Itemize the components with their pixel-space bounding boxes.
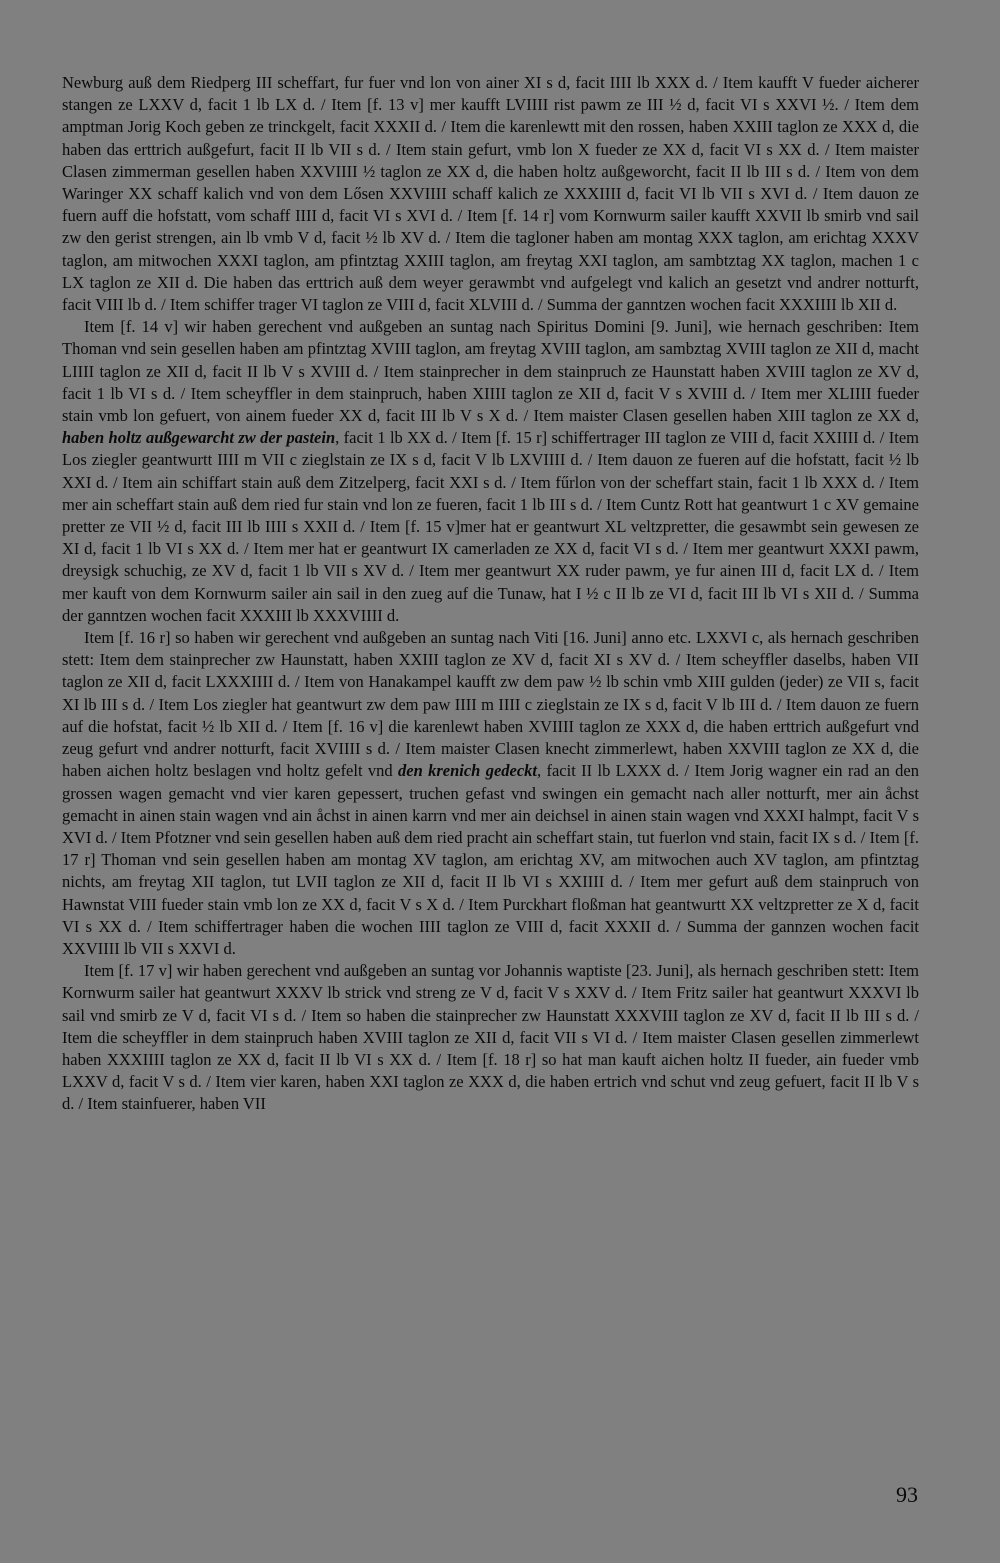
paragraph-1-text: Newburg auß dem Riedperg III scheffart, fur fuer vnd lon von ainer XI s d, facit IIII lb XXX d. / Item kaufft V fueder aicherer stangen ze LXXV d, facit 1 lb LX d. / Item [f. 13 v] mer kaufft LVIIII rist pawm ze III ½ d, facit VI s XXVI ½. / Item dem amptman Jorig Koch geben ze trinckgelt, facit XXXII d. / Item die karenlewtt mit den rossen, haben XXIII taglon ze XXX d, die haben das erttrich außgefurt, facit II lb VII s d. / Item stain gefurt, vmb lon X fueder ze XX d, facit VI s XX d. / Item maister Clasen zimmerman gesellen haben XXVIIII ½ taglon ze XX d, die haben holtz außgeworcht, facit II lb III s d. / Item von dem Waringer XX schaff kalich vnd von dem Lősen XXVIIII schaff kalich ze XXXIIII d, facit VI lb VII s XVI d. / Item dauon ze fuern auff die hofstatt, vom schaff IIII d, facit VI s XVI d. / Item [f. 14 r] vom Kornwurm sailer kaufft XXVII lb smirb vnd sail zw den gerist strengen, ain lb vmb V d, facit ½ lb XV d. / Item die tagloner haben am montag XXX taglon, am erichtag XXXV taglon, am mitwochen XXXI taglon, am pfintztag XXIII taglon, am freytag XXI taglon, am sambtztag XX taglon, machen 1 c LX taglon ze XII d. Die haben das erttrich auß dem weyer gerawmbt vnd aufgelegt vnd kalich an gesetzt vnd andrer notturft, facit VIII lb d. / Item schiffer trager VI taglon ze VIII d, facit XLVIII d. / Summa der ganntzen wochen facit XXXIIII lb XII d. bbox=[62, 73, 919, 315]
paragraph-2-text-a: Item [f. 14 v] wir haben gerechent vnd außgeben an suntag nach Spiritus Domini [9. Juni], wie hernach geschriben: Item Thoman vnd sein gesellen haben am pfintztag XVIII taglon, am freytag XVIII taglon, am sambztag XVIII taglon ze XII d, macht LIIII taglon ze XII d, facit II lb V s XVIII d. / Item stainprecher in dem stainpruch ze Haunstatt haben XVIII taglon ze XV d, facit 1 lb VI s d. / Item scheyffler in dem stainpruch, haben XIIII taglon ze XII d, facit V s XVIII d. / Item mer XLIIII fueder stain vmb lon gefuert, von ainem fueder XX d, facit III lb V s X d. / Item maister Clasen gesellen haben XIII taglon ze XX d, bbox=[62, 317, 919, 426]
page-number: 93 bbox=[896, 1482, 918, 1507]
paragraph-2-emphasis: haben holtz außgewarcht zw der pastein bbox=[62, 428, 336, 448]
paragraph-3 bbox=[62, 627, 919, 960]
paragraph-4 bbox=[62, 960, 919, 1115]
paragraph-3-emphasis: den krenich gedeckt bbox=[398, 761, 538, 781]
paragraph-3-text-b: , facit II lb LXXX d. / Item Jorig wagner ein rad an den grossen wagen gemacht vnd vier karen gepessert, truchen gefast vnd swingen ein gemacht nach aller notturft, mer ain åchst gemacht in ainen stain wagen vnd ain åchst in ainen karrn vnd mer ain deichsel in ainen stain wagen vnd XXXI halmpt, facit V s XVI d. / Item Pfotzner vnd sein gesellen haben auß dem ried pracht ain scheffart stain, tut fuerlon vnd stain, facit IX s d. / Item [f. 17 r] Thoman vnd sein gesellen haben am montag XV taglon, am erichtag XV, am mitwochen auch XV taglon, am pfintztag nichts, am freytag XII taglon, tut LVII taglon ze XII d, facit II lb VI s XXIIII d. / Item mer gefurt auß dem stainpruch von Hawnstat VIII fueder stain vmb lon ze XX d, facit V s X d. / Item Purckhart floßman hat geantwurtt XX veltzpretter ze X d, facit VI s XX d. / Item schiffertrager haben die wochen IIII taglon ze VIII d, facit XXXII d. / Summa der gannzen wochen facit XXVIIII lb VII s XXVI d. bbox=[62, 761, 919, 958]
paragraph-4-text: Item [f. 17 v] wir haben gerechent vnd außgeben an suntag vor Johannis waptiste [23. Juni], als hernach geschriben stett: Item Kornwurm sailer hat geantwurt XXXV lb strick vnd streng ze V d, facit V s XXV d. / Item Fritz sailer hat geantwurt XXXVI lb sail vnd smirb ze V d, facit VI s d. / Item so haben die stainprecher zw Haunstatt XXXVIII taglon ze XV d, facit II lb III s d. / Item die scheyffler in dem stainpruch haben XVIII taglon ze XII d, facit VII s VI d. / Item maister Clasen gesellen zimmerlewt haben XXXIIII taglon ze XX d, facit II lb VI s XX d. / Item [f. 18 r] so hat man kauft aichen holtz II fueder, ain fueder vmb LXXV d, facit V s d. / Item vier karen, haben XXI taglon ze XXX d, die haben ertrich vnd schut vnd zeug gefuert, facit II lb V s d. / Item stainfuerer, haben VII bbox=[62, 961, 919, 1114]
paragraph-2 bbox=[62, 316, 919, 627]
paragraph-2-text-b: , facit 1 lb XX d. / Item [f. 15 r] schiffertrager III taglon ze VIII d, facit XXIIII d. / Item Los ziegler geantwurtt IIII m VII c zieglstain ze IX s d, facit V lb LXVIIII d. / Item dauon ze fueren auf die hofstatt, facit ½ lb XXI d. / Item ain schiffart stain auß dem Zitzelperg, facit XXI s d. / Item fűrlon von der scheffart stain, facit 1 lb XXX d. / Item mer ain scheffart stain auß dem ried fur stain vnd lon ze fueren, facit 1 lb III s d. / Item Cuntz Rott hat geantwurt 1 c XV gemaine pretter ze VII ½ d, facit III lb IIII s XXII d. / Item [f. 15 v]mer hat er geantwurt XL veltzpretter, die gesawmbt sein gewesen ze XI d, facit 1 lb VI s XX d. / Item mer hat er geantwurt IX camerladen ze XX d, facit VI s d. / Item mer geantwurt XXXI pawm, dreysigk schuchig, ze XV d, facit 1 lb VII s XV d. / Item mer geantwurt XX ruder pawm, ye fur ainen III d, facit LX d. / Item mer kauft von dem Kornwurm sailer ain sail in den zueg auf die Tunaw, hat I ½ c II lb ze VI d, facit III lb VI s XII d. / Summa der ganntzen wochen facit XXXIII lb XXXVIIII d. bbox=[62, 428, 920, 625]
document-body bbox=[62, 72, 919, 1116]
paragraph-1 bbox=[62, 72, 919, 316]
paragraph-3-text-a: Item [f. 16 r] so haben wir gerechent vnd außgeben an suntag nach Viti [16. Juni] anno etc. LXXVI c, als hernach geschriben stett: Item dem stainprecher zw Haunstatt, haben XXIII taglon ze XV d, facit XI s XV d. / Item scheyffler daselbs, haben VII taglon ze XII d, facit LXXXIIII d. / Item von Hanakampel kaufft zw dem paw ½ lb schin vmb XIII gulden (jeder) ze VII s, facit XI lb III s d. / Item Los ziegler hat geantwurt zw dem paw IIII m IIII c zieglstain ze IX s d, facit V lb III d. / Item dauon ze fuern auf die hofstat, facit ½ lb XII d. / Item [f. 16 v] die karenlewt haben XVIIII taglon ze XXX d, die haben erttrich außgefurt vnd zeug gefurt vnd andrer notturft, facit XVIIII s d. / Item maister Clasen knecht zimmerlewt, haben XXVIII taglon ze XX d, die haben aichen holtz beslagen vnd holtz gefelt vnd bbox=[62, 628, 919, 781]
